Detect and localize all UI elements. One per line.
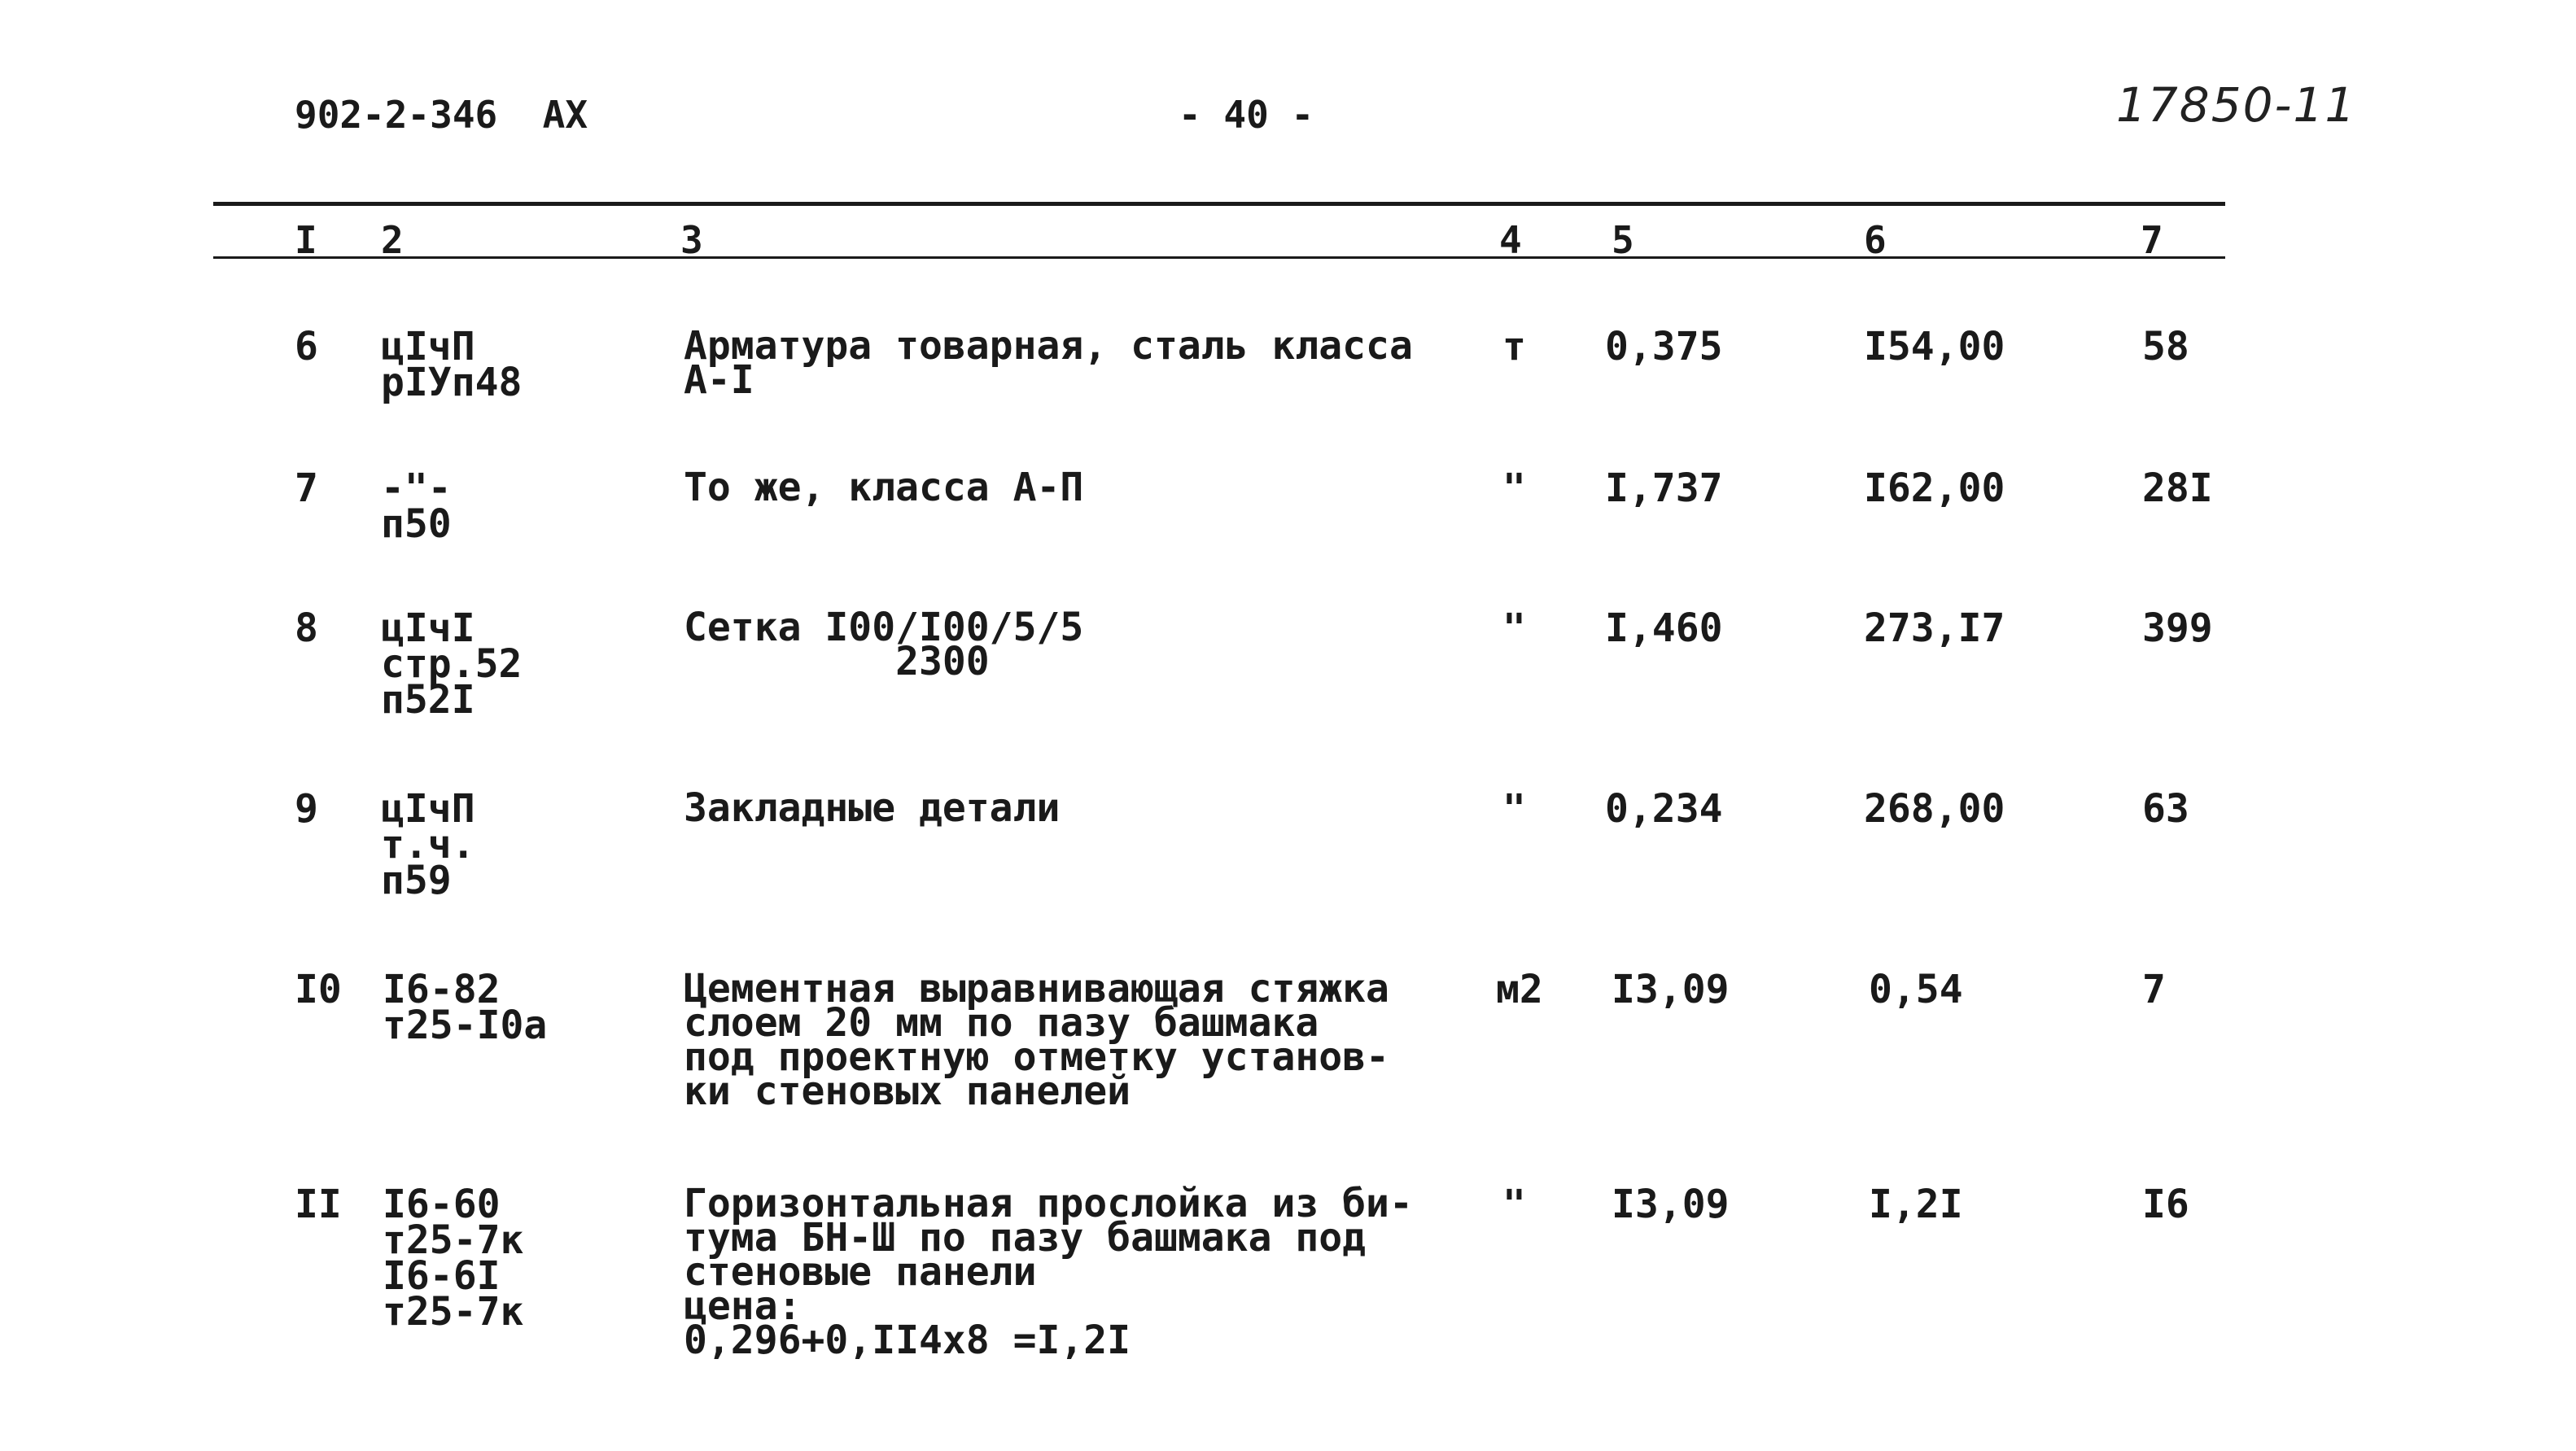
row-number: 9 [295,786,318,832]
total-cost: 7 [2142,967,2166,1012]
quantity: I,460 [1605,605,1723,651]
column-header-3: 3 [680,218,703,262]
rate-code: цIчП т.ч. п59 [381,786,475,903]
unit: " [1502,786,1526,832]
rate-code: цIчI стр.52 п52I [381,605,523,723]
rate-code: I6-60 т25-7к I6-6I т25-7к [383,1182,524,1335]
column-header-2: 2 [381,218,404,262]
unit: " [1502,465,1526,511]
rate-code: -"- п50 [381,465,452,547]
work-description: Сетка I00/I00/5/5 2300 [684,605,1084,684]
row-number: 6 [295,324,318,369]
total-cost: 63 [2142,786,2189,832]
column-header-4: 4 [1499,218,1522,262]
rate-code: I6-82 т25-I0а [383,967,548,1048]
total-cost: I6 [2142,1182,2189,1227]
row-number: II [295,1182,342,1227]
column-header-7: 7 [2141,218,2163,262]
quantity: 0,375 [1605,324,1723,369]
row-number: 7 [295,465,318,511]
unit-price: I,2I [1869,1182,1963,1227]
work-description: Горизонтальная прослойка из би- тума БН-Ш по пазу башмака под стеновые панели цена: 0,296+0,II4х8 =I,2I [684,1181,1413,1363]
total-cost: 399 [2142,605,2213,651]
row-number: I0 [295,967,342,1012]
unit: " [1502,605,1526,651]
work-description: Закладные детали [684,785,1061,831]
quantity: I3,09 [1612,1182,1730,1227]
row-number: 8 [295,605,318,651]
work-description: Цементная выравнивающая стяжка слоем 20 мм по пазу башмака под проектную отметку установ- ки стеновых панелей [684,966,1389,1114]
quantity: 0,234 [1605,786,1723,832]
quantity: I,737 [1605,465,1723,511]
unit-price: 0,54 [1869,967,1963,1012]
unit-price: I62,00 [1864,465,2005,511]
page-number: - 40 - [1179,93,1314,137]
work-description: То же, класса А-П [684,465,1084,510]
unit-price: 273,I7 [1864,605,2005,651]
table-header-rule [213,256,2225,259]
column-header-6: 6 [1864,218,1887,262]
unit: т [1502,324,1526,369]
quantity: I3,09 [1612,967,1730,1012]
unit-price: 268,00 [1864,786,2005,832]
total-cost: 58 [2142,324,2189,369]
unit: м2 [1496,967,1543,1012]
work-description: Арматура товарная, сталь класса А-I [684,323,1413,403]
handwritten-stamp: 17850-11 [2116,77,2357,133]
rate-code: цIчП рIУп48 [381,324,523,405]
column-header-1: I [295,218,317,262]
document-code: 902-2-346 АХ [295,93,588,137]
unit-price: I54,00 [1864,324,2005,369]
total-cost: 28I [2142,465,2213,511]
table-top-rule [213,202,2225,206]
unit: " [1502,1182,1526,1227]
column-header-5: 5 [1612,218,1634,262]
